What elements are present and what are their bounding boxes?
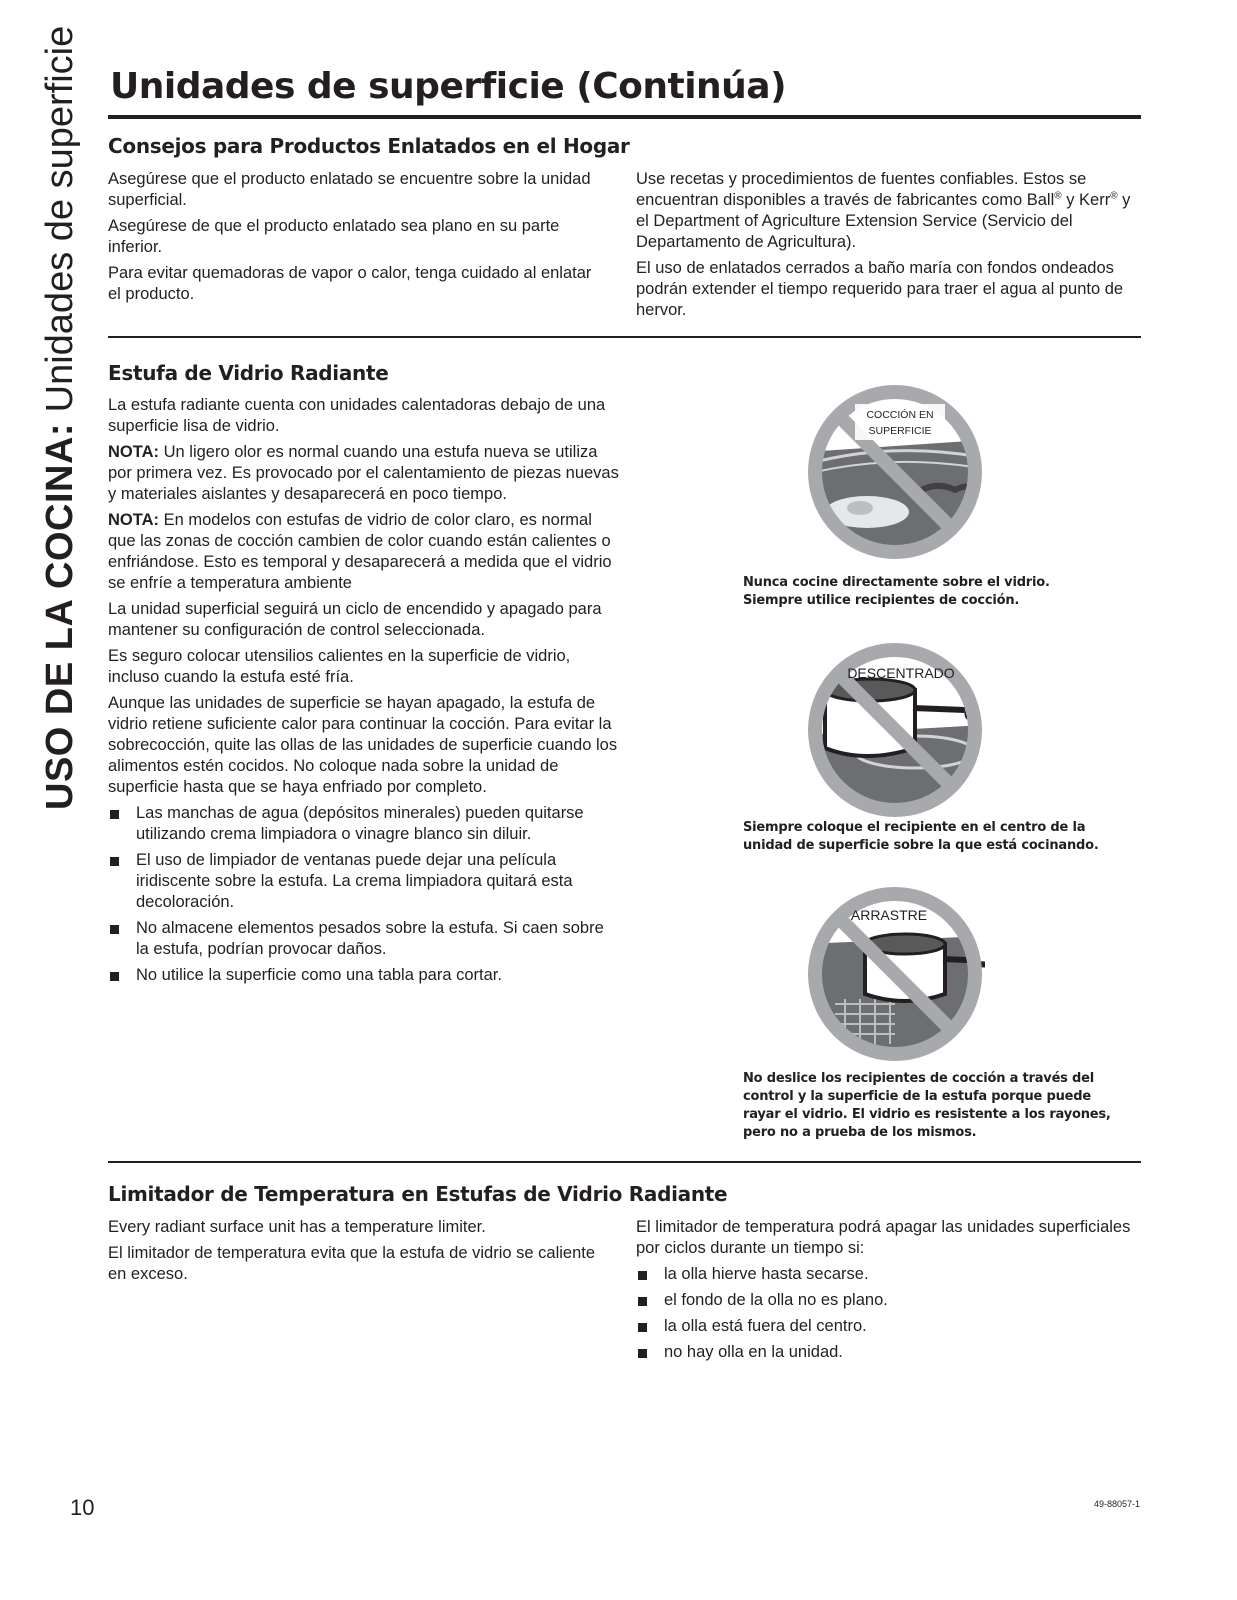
limiter-left-p2: El limitador de temperatura evita que la estufa de vidrio se caliente en exceso.: [108, 1244, 596, 1283]
title-rule: [108, 115, 1141, 119]
glass-p1: La estufa radiante cuenta con unidades calentadoras debajo de una superficie lisa de vidrio.: [108, 396, 606, 435]
canning-left-column: [108, 169, 608, 310]
glass-bullets: [108, 803, 620, 986]
limiter-heading: Limitador de Temperatura en Estufas de Vidrio Radiante: [108, 1182, 728, 1206]
figure-3-label: ARRASTRE: [850, 907, 928, 923]
list-item: El uso de limpiador de ventanas puede dejar una película iridiscente sobre la estufa. La crema limpiadora quitará esta decoloración.: [108, 850, 620, 913]
canning-right-column: [636, 169, 1131, 326]
glass-nota1: NOTA: Un ligero olor es normal cuando una estufa nueva se utiliza por primera vez. Es provocado por el calentamiento de piezas nuevas y materiales aislantes y desaparecerá en poco tiempo.: [108, 443, 619, 503]
side-tab-section: USO DE LA COCINA:: [39, 422, 81, 810]
glass-column: [108, 395, 620, 991]
side-tab: [39, 25, 81, 810]
list-item: la olla hierve hasta secarse.: [636, 1264, 1131, 1285]
glass-nota2: NOTA: En modelos con estufas de vidrio de color claro, es normal que las zonas de cocción cambien de color cuando están calientes o enfriándose. Esto es temporal y desaparecerá a medida que el vidrio se enfríe a temperatura ambiente: [108, 511, 612, 592]
figure-1-label-line2: SUPERFICIE: [868, 425, 932, 437]
canning-right-p2: El uso de enlatados cerrados a baño maría con fondos ondeados podrán extender el tiempo requerido para traer el agua al punto de hervor.: [636, 259, 1124, 319]
figure-2-label: DESCENTRADO: [847, 665, 955, 681]
list-item: Las manchas de agua (depósitos minerales) pueden quitarse utilizando crema limpiadora o vinagre blanco sin diluir.: [108, 803, 620, 845]
glass-p3: Es seguro colocar utensilios calientes en la superficie de vidrio, incluso cuando la estufa esté fría.: [108, 647, 571, 686]
list-item: el fondo de la olla no es plano.: [636, 1290, 1131, 1311]
figure-2-caption: Siempre coloque el recipiente en el centro de la unidad de superficie sobre la que está cocinando.: [743, 820, 1099, 853]
no-direct-cooking-icon: [805, 382, 985, 562]
list-item: No utilice la superficie como una tabla para cortar.: [108, 965, 620, 986]
figure-1-label-line1: COCCIÓN EN: [866, 409, 934, 421]
figure-1-caption: Nunca cocine directamente sobre el vidrio. Siempre utilice recipientes de cocción.: [743, 575, 1050, 608]
page-number: 10: [70, 1495, 95, 1520]
canning-left-p3: Para evitar quemadoras de vapor o calor, tenga cuidado al enlatar el producto.: [108, 264, 592, 303]
dragging-pan-icon: [805, 884, 985, 1064]
limiter-left-column: [108, 1217, 608, 1290]
glass-p2: La unidad superficial seguirá un ciclo de encendido y apagado para mantener su configuración de control seleccionada.: [108, 600, 602, 639]
list-item: no hay olla en la unidad.: [636, 1342, 1131, 1363]
document-number: 49-88057-1: [1094, 1499, 1141, 1509]
limiter-right-intro: El limitador de temperatura podrá apagar las unidades superficiales por ciclos durante un tiempo si:: [636, 1218, 1131, 1257]
off-center-pan-icon: [805, 640, 985, 820]
glass-p4: Aunque las unidades de superficie se hayan apagado, la estufa de vidrio retiene suficiente calor para continuar la cocción. Para evitar la sobrecocción, quite las ollas de las unidades de superficie cuando los alimentos estén cocidos. No coloque nada sobre la unidad de superficie hasta que se haya enfriado por completo.: [108, 694, 618, 796]
limiter-bullets: [636, 1264, 1131, 1363]
list-item: No almacene elementos pesados sobre la estufa. Si caen sobre la estufa, podrían provocar daños.: [108, 918, 620, 960]
page-title: Unidades de superficie (Continúa): [110, 66, 787, 107]
limiter-right-column: [636, 1217, 1131, 1368]
section-divider: [108, 336, 1141, 338]
list-item: la olla está fuera del centro.: [636, 1316, 1131, 1337]
side-tab-subsection: Unidades de superficie: [39, 25, 81, 423]
limiter-left-p1: Every radiant surface unit has a temperature limiter.: [108, 1218, 486, 1236]
canning-right-p1: Use recetas y procedimientos de fuentes confiables. Estos se encuentran disponibles a través de fabricantes como Ball® y Kerr® y el Department of Agriculture Extension Service (Servicio del Departamento de Agricultura).: [636, 170, 1131, 251]
canning-left-p1: Asegúrese que el producto enlatado se encuentre sobre la unidad superficial.: [108, 170, 591, 209]
figure-3-caption: No deslice los recipientes de cocción a través del control y la superficie de la estufa porque puede rayar el vidrio. El vidrio es resistente a los rayones, pero no a prueba de los mismos.: [743, 1071, 1111, 1140]
canning-heading: Consejos para Productos Enlatados en el Hogar: [108, 134, 630, 158]
glass-heading: Estufa de Vidrio Radiante: [108, 361, 389, 385]
canning-left-p2: Asegúrese de que el producto enlatado sea plano en su parte inferior.: [108, 217, 560, 256]
section-divider: [108, 1161, 1141, 1163]
